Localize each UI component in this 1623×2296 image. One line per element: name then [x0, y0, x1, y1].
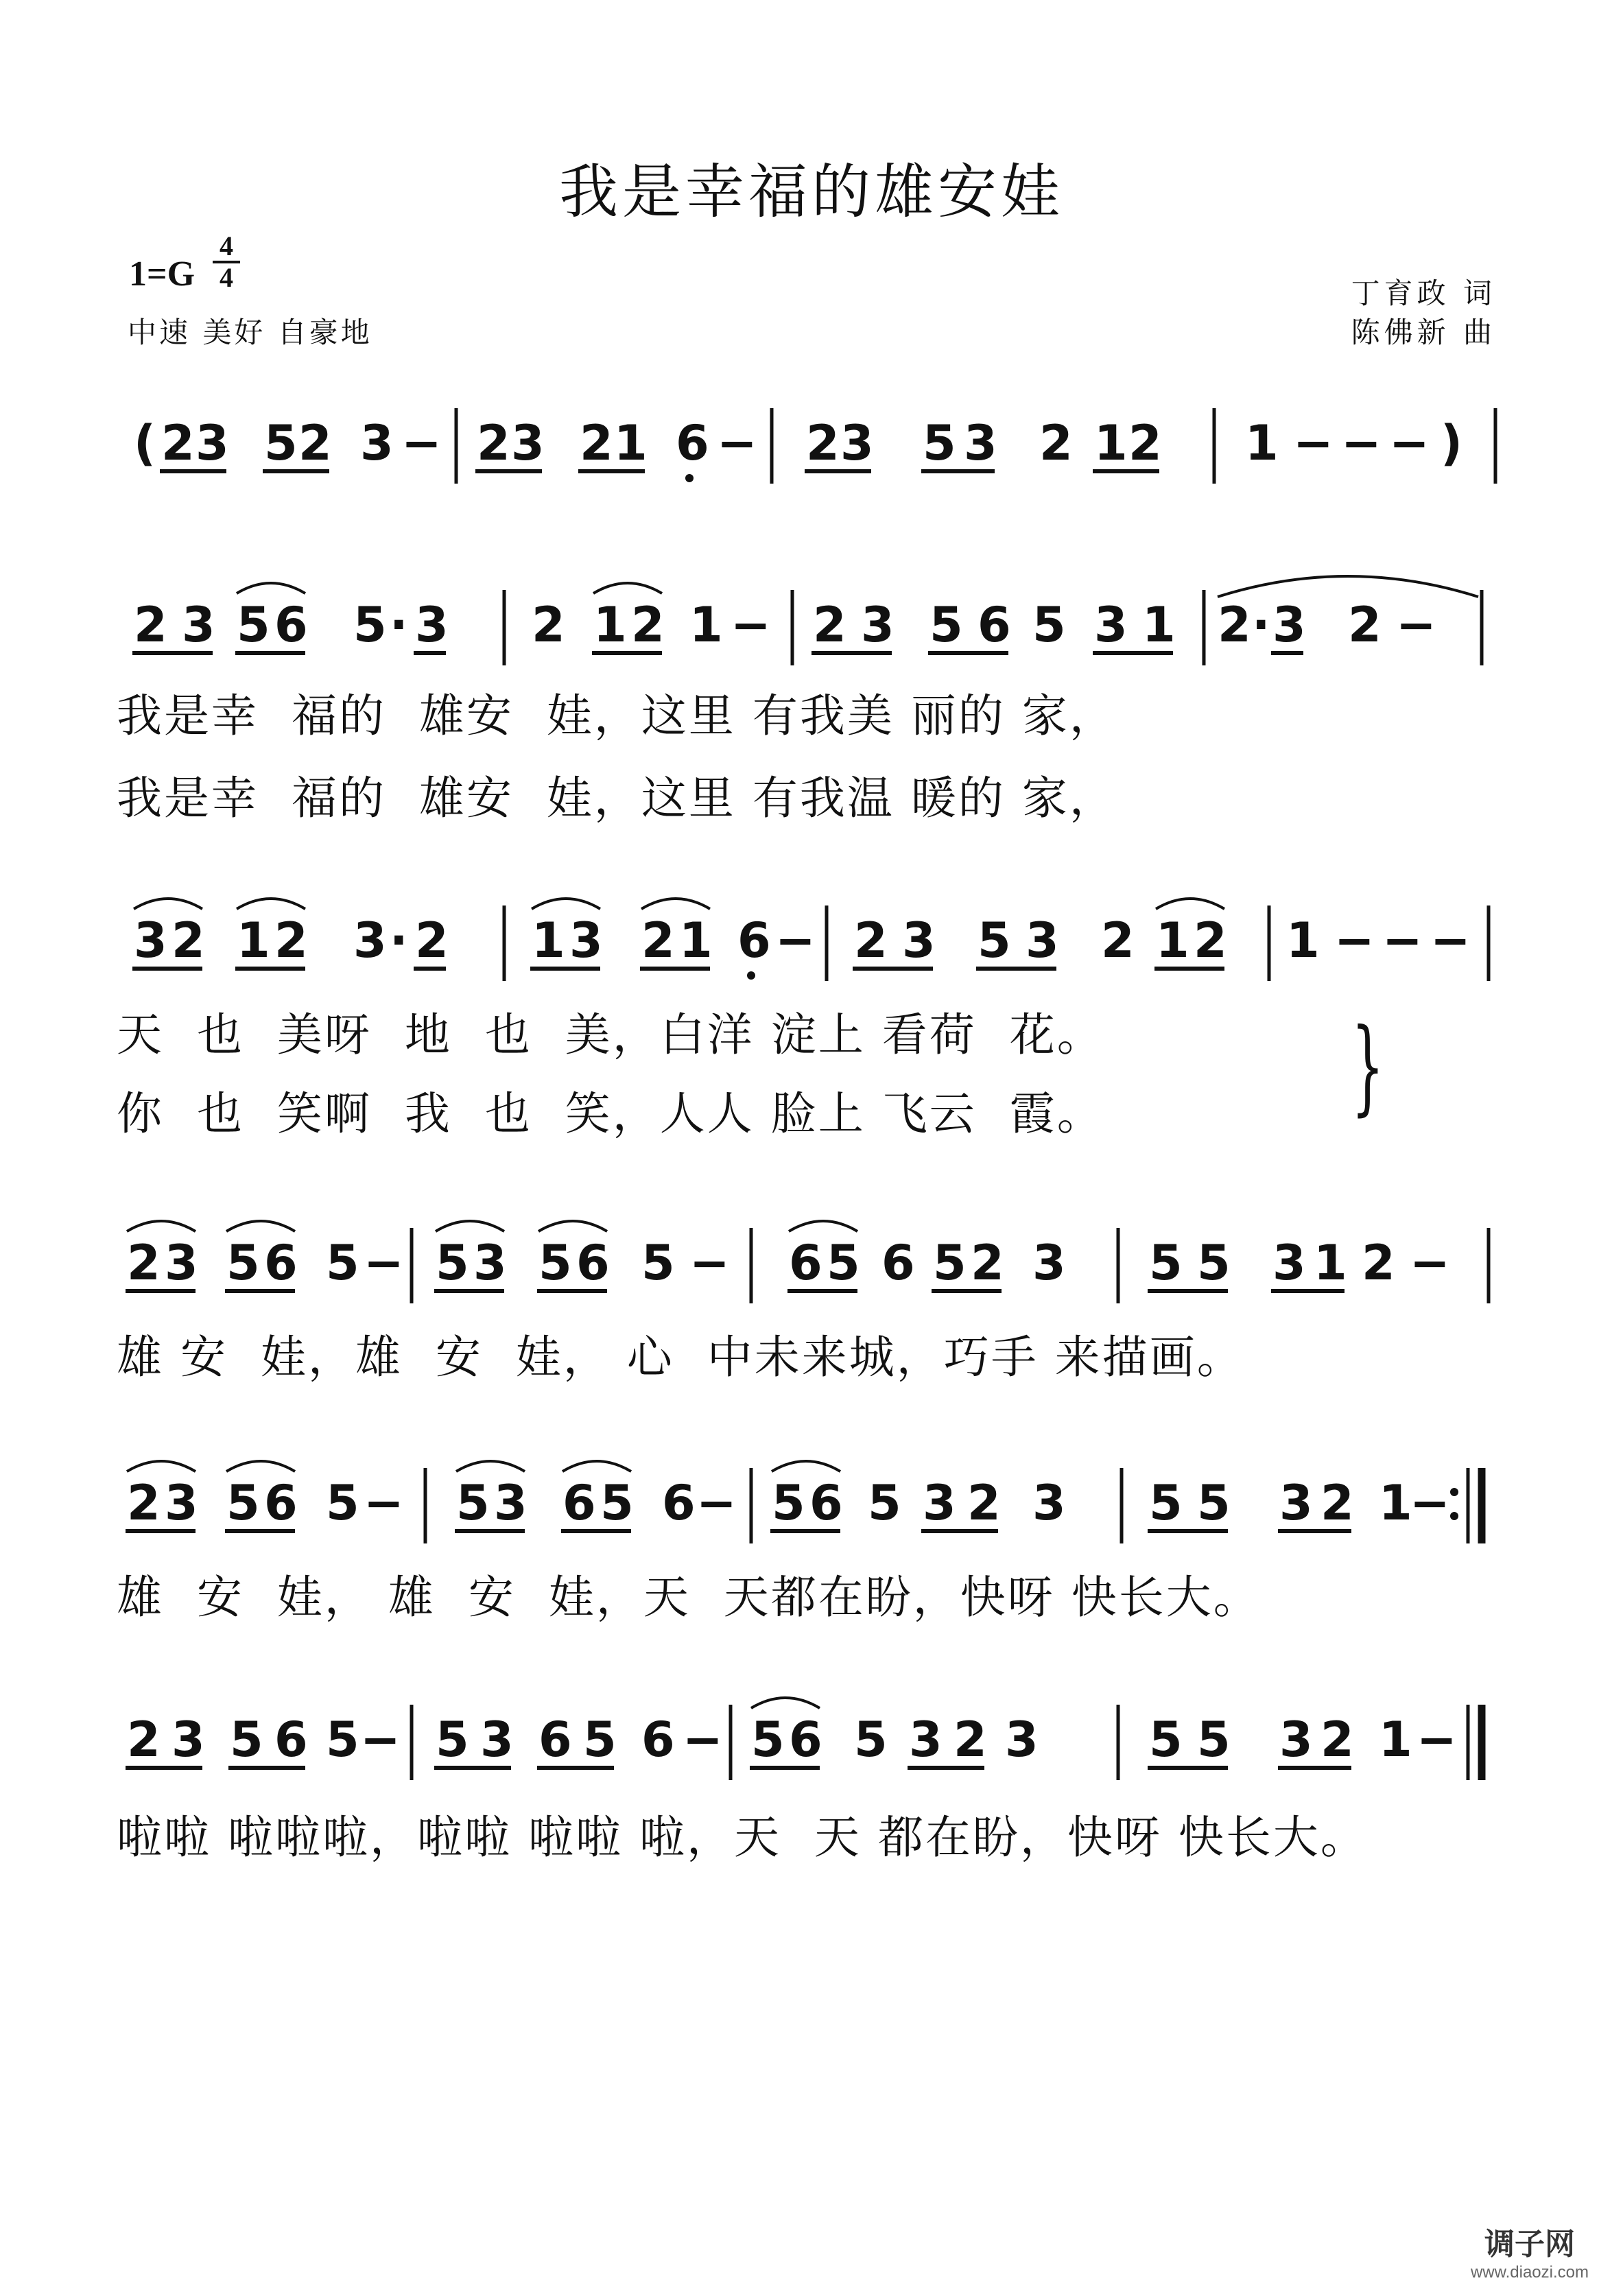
svg-text:2: 2: [641, 912, 675, 969]
svg-text:6: 6: [737, 912, 771, 969]
svg-text:2: 2: [806, 415, 840, 471]
svg-text:−: −: [1430, 912, 1471, 969]
svg-text:3: 3: [1005, 1712, 1039, 1768]
svg-text:6: 6: [562, 1475, 596, 1531]
svg-text:5: 5: [868, 1475, 901, 1531]
svg-text:2: 2: [967, 1475, 1001, 1531]
score-system-3: [120, 892, 1506, 981]
svg-text:3: 3: [196, 415, 229, 471]
svg-text:5: 5: [929, 597, 963, 653]
lyric-line: 天 也 美呀 地 也 美，白洋 淀上 看荷 花。: [117, 1008, 1104, 1061]
svg-text:5: 5: [827, 1235, 860, 1291]
svg-text:−: −: [683, 1712, 723, 1768]
svg-text:−: −: [401, 415, 442, 471]
svg-text:5: 5: [326, 1712, 359, 1768]
lyric-line: 雄 安 娃， 雄 安 娃，天 天都在盼，快呀 快长大。: [117, 1571, 1261, 1624]
notation-system-1: [120, 394, 1506, 484]
svg-text:5: 5: [326, 1235, 359, 1291]
watermark: [1471, 2219, 1589, 2282]
intro-open-paren: (: [134, 415, 156, 471]
svg-text:3: 3: [1279, 1712, 1313, 1768]
svg-text:2: 2: [1194, 912, 1227, 969]
svg-text:3: 3: [923, 1475, 956, 1531]
verse-brace: }: [1351, 1007, 1384, 1126]
svg-text:−: −: [1341, 415, 1382, 471]
svg-text:2: 2: [854, 912, 888, 969]
lyric-line: 我是幸 福的 雄安 娃，这里 有我美 丽的 家，: [117, 689, 1117, 742]
svg-text:2: 2: [161, 415, 195, 471]
svg-text:5: 5: [1149, 1712, 1183, 1768]
svg-text:2: 2: [127, 1235, 161, 1291]
score-system-1: [120, 394, 1506, 484]
score-system-2: [120, 576, 1506, 665]
svg-text:−: −: [1334, 912, 1375, 969]
tempo-marking: 中速 美好 自豪地: [128, 316, 372, 349]
watermark-url: www.diaozi.com: [1470, 2263, 1589, 2282]
svg-text:−: −: [731, 597, 771, 653]
watermark-name: 调子网: [1484, 2227, 1575, 2261]
svg-text:5: 5: [1149, 1475, 1183, 1531]
svg-text:5: 5: [978, 912, 1011, 969]
svg-text:−: −: [1382, 912, 1423, 969]
svg-text:5: 5: [326, 1475, 359, 1531]
svg-text:3: 3: [1032, 1235, 1066, 1291]
svg-text:3: 3: [494, 1475, 528, 1531]
notation-system-4: [120, 1214, 1506, 1303]
svg-text:5: 5: [1197, 1712, 1231, 1768]
svg-text:5: 5: [230, 1712, 263, 1768]
svg-text:3: 3: [480, 1712, 514, 1768]
svg-text:5: 5: [456, 1475, 490, 1531]
svg-text:3: 3: [473, 1235, 507, 1291]
svg-text:1: 1: [614, 415, 648, 471]
svg-text:3: 3: [165, 1235, 198, 1291]
svg-text:5: 5: [237, 597, 270, 653]
svg-text:5: 5: [1032, 597, 1066, 653]
svg-text:3: 3: [165, 1475, 198, 1531]
svg-text:5: 5: [436, 1235, 469, 1291]
svg-text:5: 5: [1197, 1475, 1231, 1531]
svg-text:2: 2: [274, 912, 308, 969]
svg-text:5: 5: [751, 1712, 785, 1768]
svg-text:3: 3: [902, 912, 936, 969]
svg-text:2: 2: [1320, 1712, 1354, 1768]
svg-text:2: 2: [1348, 597, 1382, 653]
svg-text:2: 2: [134, 597, 167, 653]
svg-text:6: 6: [809, 1475, 843, 1531]
svg-text:1: 1: [593, 597, 627, 653]
svg-text:6: 6: [641, 1712, 675, 1768]
svg-text:·: ·: [390, 912, 408, 969]
notation-system-6: [120, 1691, 1506, 1780]
svg-text:2: 2: [127, 1475, 161, 1531]
svg-text:3: 3: [909, 1712, 943, 1768]
svg-text:6: 6: [274, 1712, 308, 1768]
svg-text:2: 2: [171, 912, 205, 969]
svg-text:5: 5: [583, 1712, 617, 1768]
svg-text:1: 1: [237, 912, 270, 969]
svg-text:2: 2: [971, 1235, 1004, 1291]
svg-text:−: −: [689, 1235, 730, 1291]
svg-text:2: 2: [580, 415, 613, 471]
svg-text:−: −: [1389, 415, 1430, 471]
svg-text:3: 3: [861, 597, 895, 653]
song-title: 我是幸福的雄安娃: [559, 158, 1064, 226]
svg-text:−: −: [1410, 1475, 1450, 1531]
svg-text:−: −: [1417, 1712, 1457, 1768]
svg-text:2: 2: [631, 597, 665, 653]
svg-text:1: 1: [689, 597, 723, 653]
svg-text:2: 2: [477, 415, 510, 471]
score-system-6: [120, 1691, 1506, 1780]
svg-text:5: 5: [226, 1235, 260, 1291]
key-signature: 1=G: [129, 255, 196, 294]
svg-text:1: 1: [1286, 912, 1320, 969]
svg-text:3: 3: [360, 415, 394, 471]
svg-text:6: 6: [662, 1475, 696, 1531]
svg-text:5: 5: [641, 1235, 675, 1291]
svg-text:1: 1: [532, 912, 565, 969]
notation-system-3: [120, 892, 1506, 981]
svg-text:1: 1: [679, 912, 713, 969]
svg-text:3: 3: [1032, 1475, 1066, 1531]
svg-text:6: 6: [789, 1235, 822, 1291]
svg-text:2: 2: [1362, 1235, 1395, 1291]
svg-text:−: −: [717, 415, 757, 471]
svg-text:6: 6: [274, 597, 308, 653]
svg-text:3: 3: [182, 597, 215, 653]
svg-text:2: 2: [1039, 415, 1073, 471]
svg-text:−: −: [364, 1475, 404, 1531]
svg-text:6: 6: [576, 1235, 610, 1291]
svg-text:5: 5: [1197, 1235, 1231, 1291]
svg-text:2: 2: [1128, 415, 1162, 471]
svg-text:5: 5: [226, 1475, 260, 1531]
svg-text:6: 6: [264, 1235, 298, 1291]
time-signature-bottom: 4: [220, 262, 233, 293]
svg-text:5: 5: [538, 1235, 572, 1291]
time-signature: [213, 232, 240, 292]
score-system-5: [120, 1454, 1506, 1543]
svg-text:3: 3: [134, 912, 167, 969]
svg-text:5: 5: [933, 1235, 967, 1291]
svg-text:1: 1: [1156, 912, 1189, 969]
svg-text:·: ·: [390, 597, 408, 653]
svg-text:2: 2: [1218, 597, 1251, 653]
svg-text:6: 6: [676, 415, 709, 471]
svg-text:3: 3: [1272, 1235, 1306, 1291]
svg-text:2: 2: [415, 912, 449, 969]
svg-text:1: 1: [1142, 597, 1176, 653]
svg-text:6: 6: [538, 1712, 572, 1768]
svg-text:5: 5: [353, 597, 387, 653]
svg-text:5: 5: [854, 1712, 888, 1768]
svg-text:3: 3: [1094, 597, 1128, 653]
lyric-line: 你 也 笑啊 我 也 笑，人人 脸上 飞云 霞。: [117, 1087, 1104, 1140]
svg-text:2: 2: [813, 597, 846, 653]
svg-text:−: −: [360, 1712, 401, 1768]
lyric-line: 雄 安 娃，雄 安 娃， 心 中未来城，巧手 来描画。: [117, 1331, 1244, 1384]
svg-text:1: 1: [1094, 415, 1128, 471]
svg-text:3: 3: [415, 597, 449, 653]
svg-text:3: 3: [171, 1712, 205, 1768]
lyric-line: 我是幸 福的 雄安 娃，这里 有我温 暖的 家，: [117, 772, 1117, 825]
score-system-4: [120, 1214, 1506, 1303]
svg-text:2: 2: [1320, 1475, 1354, 1531]
svg-text:5: 5: [264, 415, 298, 471]
svg-text:2: 2: [532, 597, 565, 653]
svg-text:1: 1: [1379, 1475, 1412, 1531]
svg-text:3: 3: [511, 415, 545, 471]
svg-text:2: 2: [1101, 912, 1135, 969]
svg-text:−: −: [1396, 597, 1436, 653]
svg-text:6: 6: [881, 1235, 915, 1291]
svg-text:1: 1: [1379, 1712, 1412, 1768]
svg-text:3: 3: [353, 912, 387, 969]
svg-text:−: −: [1410, 1235, 1450, 1291]
svg-text:5: 5: [436, 1712, 469, 1768]
svg-text:3: 3: [964, 415, 997, 471]
svg-text:6: 6: [789, 1712, 822, 1768]
svg-text:5: 5: [923, 415, 956, 471]
svg-text:3: 3: [1026, 912, 1059, 969]
svg-text:3: 3: [1272, 597, 1306, 653]
svg-text:5: 5: [772, 1475, 805, 1531]
lyricist-credit: 丁育政 词: [1351, 276, 1496, 310]
svg-text:6: 6: [978, 597, 1011, 653]
svg-text:5: 5: [600, 1475, 634, 1531]
svg-text:3: 3: [569, 912, 603, 969]
svg-text:3: 3: [840, 415, 874, 471]
svg-text:1: 1: [1314, 1235, 1347, 1291]
svg-text:·: ·: [1252, 597, 1270, 653]
svg-text:5: 5: [1149, 1235, 1183, 1291]
notation-system-2: [120, 576, 1506, 665]
svg-text:2: 2: [298, 415, 332, 471]
svg-text:−: −: [1293, 415, 1334, 471]
lyric-line: 啦啦 啦啦啦，啦啦 啦啦 啦，天 天 都在盼，快呀 快长大。: [117, 1811, 1368, 1864]
svg-text:2: 2: [127, 1712, 161, 1768]
svg-text:): ): [1441, 415, 1462, 471]
svg-text:3: 3: [1279, 1475, 1313, 1531]
svg-text:6: 6: [264, 1475, 298, 1531]
svg-text:−: −: [775, 912, 816, 969]
time-signature-top: 4: [213, 232, 240, 263]
notation-system-5: [120, 1454, 1506, 1543]
composer-credit: 陈佛新 曲: [1351, 316, 1496, 349]
svg-text:−: −: [364, 1235, 404, 1291]
svg-text:−: −: [696, 1475, 737, 1531]
svg-text:2: 2: [953, 1712, 987, 1768]
svg-text:1: 1: [1245, 415, 1279, 471]
